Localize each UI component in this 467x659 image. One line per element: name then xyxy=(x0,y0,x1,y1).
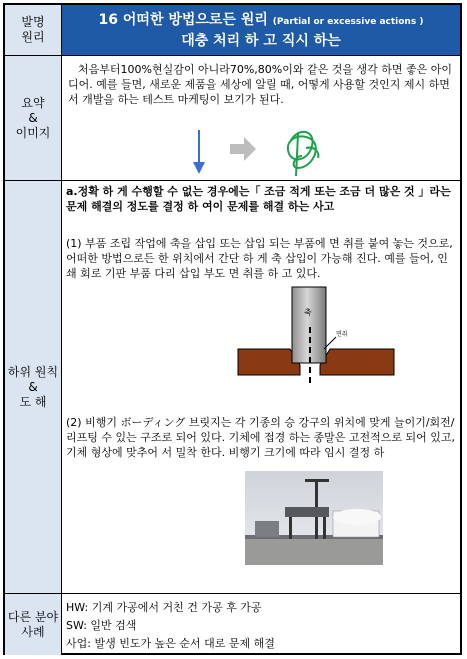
principle-card xyxy=(3,3,462,655)
summary-label-text: 요약 & 이미지 xyxy=(15,95,51,140)
summary-text: 처음부터100%현실감이 아니라70%,80%이와 같은 것을 생각 하면 좋은 아이디어. 예를 들면, 새로운 제품을 세상에 알릴 때, 어떻게 사용할 것인지 제시 하면서 개발을 하는 테스트 마케팅이 보기가 된다. xyxy=(68,63,452,106)
other-fields-row xyxy=(5,594,460,655)
shaft-label: 축 xyxy=(304,308,312,317)
example-business: 사업: 발생 빈도가 높은 순서 대로 문제 해결 xyxy=(66,637,275,650)
boarding-bridge-photo xyxy=(245,471,383,565)
detail-item-1: (1) 부품 조립 작업에 축을 삽입 또는 삽입 되는 부품에 면 취를 붙여 놓는 것으로, 어떠한 방법으로든 한 위치에서 간단 하 게 축 삽입이 가능해 진다. 예를 들어, 인쇄 회로 기판 부품 다리 삽입 부도 면 취를 하 고 있다. xyxy=(66,237,453,280)
header-row xyxy=(5,5,460,56)
other-fields-cell xyxy=(62,594,460,655)
principle-subtitle: 대충 처리 하 고 직시 하는 xyxy=(181,33,341,49)
green-scribble-icon xyxy=(288,132,319,176)
detail-cell xyxy=(62,181,460,593)
chamfer-label: 면취 xyxy=(336,331,348,338)
summary-cell xyxy=(62,56,460,180)
other-fields-label-text: 다른 분야 사례 xyxy=(7,609,59,639)
blue-down-arrow-icon xyxy=(193,130,205,174)
summary-row xyxy=(5,56,460,181)
example-hw: HW: 기계 가공에서 거친 건 가공 후 가공 xyxy=(66,601,262,614)
summary-label xyxy=(5,56,62,180)
detail-label-text: 하위 원칙 & 도 해 xyxy=(7,364,59,409)
example-sw: SW: 일반 검색 xyxy=(66,619,137,632)
shaft-insertion-diagram xyxy=(232,281,402,411)
detail-label xyxy=(5,181,62,593)
gray-right-arrow-icon xyxy=(230,137,256,161)
principle-title xyxy=(62,9,460,29)
other-fields-label xyxy=(5,594,62,655)
detail-item-2: (2) 비행기 ボーディング 브릿지는 각 기종의 승 강구의 위치에 맞게 늘이기/회전/리프팅 수 있는 구조로 되어 있다. 기체에 접경 하는 종말은 고전적으로 되어 있고, 기체 형상에 맞추어 서 밀착 한다. 비행기 크기에 따라 임시 결정 하 xyxy=(66,416,455,459)
header-label xyxy=(5,5,62,55)
header-label-text: 발명 원리 xyxy=(21,15,45,44)
title-main: 16 어떠한 방법으로든 원리 xyxy=(98,12,268,28)
detail-heading: a.정확 하 게 수행할 수 없는 경우에는「 조금 적게 또는 조금 더 많은 것 」라는 문제 해결의 정도를 결정 하 여이 문제를 해결 하는 사고 xyxy=(66,185,451,213)
detail-row xyxy=(5,181,460,594)
header-title-cell xyxy=(62,5,460,55)
summary-illustration xyxy=(62,124,462,180)
title-english: (Partial or excessive actions ) xyxy=(272,17,424,27)
